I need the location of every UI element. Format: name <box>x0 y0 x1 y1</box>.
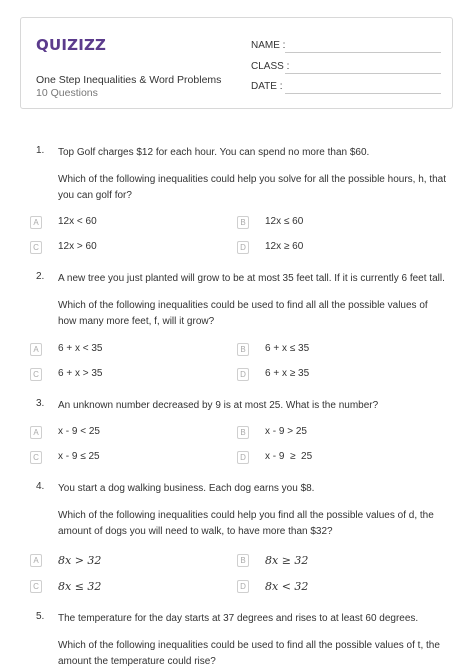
option-text: x - 9 ≤ 25 <box>58 451 100 462</box>
date-label: DATE : <box>251 81 283 92</box>
option-letter: C <box>30 451 42 464</box>
option-text: 12x ≥ 60 <box>265 241 304 252</box>
question-text: An unknown number decreased by 9 is at most 25. What is the number? <box>58 400 379 411</box>
question-prompt: Which of the following inequalities could be used to find all the possible values of t, the amount the temperature could rise? <box>58 640 440 667</box>
option-text: 8x ≥ 32 <box>265 554 309 567</box>
name-field[interactable] <box>251 40 441 54</box>
date-field[interactable] <box>251 81 441 95</box>
option-text: 6 + x < 35 <box>58 343 103 354</box>
class-line <box>285 73 441 74</box>
option-letter: B <box>237 554 249 567</box>
question-number: 5. <box>36 611 45 622</box>
name-line <box>285 52 441 53</box>
option-letter: D <box>237 451 249 464</box>
option-text: 12x < 60 <box>58 216 97 227</box>
option-letter: A <box>30 216 42 229</box>
option-letter: A <box>30 426 42 439</box>
option-letter: B <box>237 426 249 439</box>
option-letter: B <box>237 216 249 229</box>
question-count: 10 Questions <box>36 87 98 99</box>
class-label: CLASS : <box>251 61 290 72</box>
quizizz-logo: QUIZIZZ <box>36 36 107 54</box>
option-letter: B <box>237 343 249 356</box>
question-text: Top Golf charges $12 for each hour. You can spend no more than $60. <box>58 147 370 158</box>
option-letter: D <box>237 580 249 593</box>
option-letter: C <box>30 580 42 593</box>
option-text: 6 + x ≥ 35 <box>265 368 310 379</box>
question-prompt: Which of the following inequalities could help you find all the possible values of d, the amount of dogs you will need to walk, to have more than $32? <box>58 510 434 537</box>
question-number: 1. <box>36 145 45 156</box>
option-text: 8x ≤ 32 <box>58 580 102 593</box>
option-text: 8x > 32 <box>58 554 102 567</box>
worksheet-title: One Step Inequalities & Word Problems <box>36 74 222 86</box>
question-prompt: Which of the following inequalities could help you solve for all the possible hours, h, that you can golf for? <box>58 174 447 201</box>
option-text: 6 + x ≤ 35 <box>265 343 310 354</box>
option-text: 8x < 32 <box>265 580 309 593</box>
option-letter: D <box>237 368 249 381</box>
question-number: 4. <box>36 481 45 492</box>
question-text: A new tree you just planted will grow to be at most 35 feet tall. If it is currently 6 feet tall. <box>58 273 445 284</box>
option-letter: A <box>30 554 42 567</box>
option-text: 12x > 60 <box>58 241 97 252</box>
question-text: The temperature for the day starts at 37 degrees and rises to at least 60 degrees. <box>58 613 419 624</box>
question-prompt: Which of the following inequalities could be used to find all all the possible values of how many more feet, f, will it grow? <box>58 300 428 327</box>
class-field[interactable] <box>251 61 441 75</box>
option-letter: A <box>30 343 42 356</box>
question-text: You start a dog walking business. Each dog earns you $8. <box>58 483 315 494</box>
option-letter: C <box>30 368 42 381</box>
question-number: 3. <box>36 398 45 409</box>
name-label: NAME : <box>251 40 286 51</box>
option-letter: D <box>237 241 249 254</box>
question-number: 2. <box>36 271 45 282</box>
date-line <box>285 93 441 94</box>
option-text: x - 9 > 25 <box>265 426 307 437</box>
option-letter: C <box>30 241 42 254</box>
option-text: x - 9 < 25 <box>58 426 100 437</box>
option-text: 6 + x > 35 <box>58 368 103 379</box>
option-text: 12x ≤ 60 <box>265 216 304 227</box>
option-text: x - 9 ≥ 25 <box>265 451 313 462</box>
